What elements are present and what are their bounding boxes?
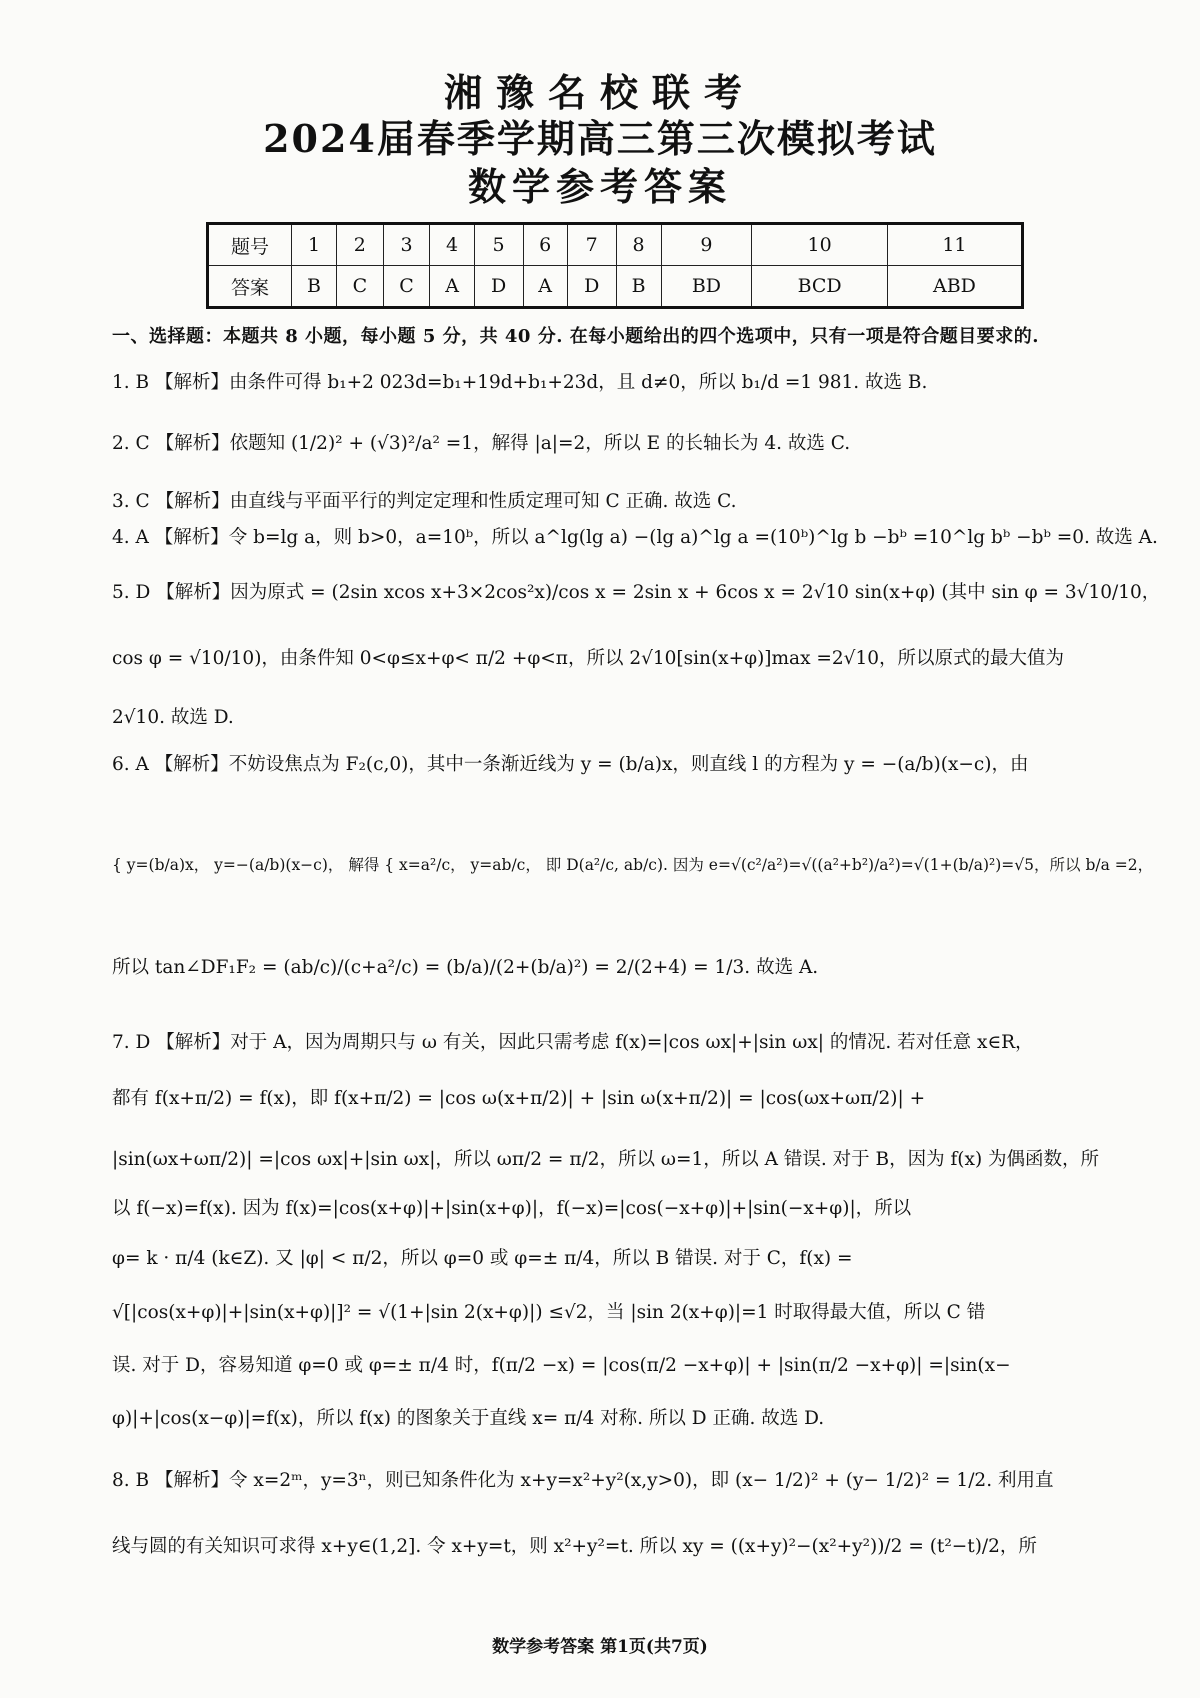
solution-7-line-5: φ= k · π/4 (k∈Z). 又 |φ| < π/2，所以 φ=0 或 φ=± π/4，所以 B 错误. 对于 C，f(x) =	[112, 1248, 853, 1269]
row-label: 答案	[208, 266, 292, 308]
solution-6-line-3: 所以 tan∠DF₁F₂ = (ab/c)/(c+a²/c) = (b/a)/(2+(b/a)²) = 2/(2+4) = 1/3. 故选 A.	[112, 957, 819, 978]
answer-cell: C	[336, 266, 383, 308]
question-number: 5	[474, 224, 523, 266]
exam-union-title: 湘豫名校联考	[443, 70, 756, 115]
solution-8-line-2: 线与圆的有关知识可求得 x+y∈(1,2]. 令 x+y=t，则 x²+y²=t. 所以 xy = ((x+y)²−(x²+y²))/2 = (t²−t)/2，所	[112, 1536, 1037, 1557]
answer-cell: A	[430, 266, 474, 308]
exam-name-title: 2024届春季学期高三第三次模拟考试	[263, 116, 937, 161]
answer-cell: A	[523, 266, 567, 308]
solution-7-line-6: √[|cos(x+φ)|+|sin(x+φ)|]² = √(1+|sin 2(x+φ)|) ≤√2，当 |sin 2(x+φ)|=1 时取得最大值，所以 C 错	[112, 1302, 986, 1323]
question-number: 3	[383, 224, 430, 266]
answer-row	[208, 266, 1023, 308]
subject-title: 数学参考答案	[467, 164, 732, 209]
solution-8-line-1: 8. B 【解析】令 x=2ᵐ，y=3ⁿ，则已知条件化为 x+y=x²+y²(x,y>0)，即 (x− 1/2)² + (y− 1/2)² = 1/2. 利用直	[112, 1470, 1054, 1491]
row-label: 题号	[208, 224, 292, 266]
answer-cell: D	[567, 266, 616, 308]
solution-7-line-4: 以 f(−x)=f(x). 因为 f(x)=|cos(x+φ)|+|sin(x+φ)|，f(−x)=|cos(−x+φ)|+|sin(−x+φ)|，所以	[112, 1198, 912, 1219]
answer-cell: C	[383, 266, 430, 308]
section-heading: 一、选择题：本题共 8 小题，每小题 5 分，共 40 分. 在每小题给出的四个选项中，只有一项是符合题目要求的.	[112, 326, 1039, 347]
solution-5-line-1: 5. D 【解析】因为原式 = (2sin xcos x+3×2cos²x)/cos x = 2sin x + 6cos x = 2√10 sin(x+φ) (其中 sin φ = 3√10/10，	[112, 582, 1161, 603]
question-number: 1	[292, 224, 337, 266]
answer-cell: D	[474, 266, 523, 308]
question-number: 11	[887, 224, 1022, 266]
solution-6-line-1: 6. A 【解析】不妨设焦点为 F₂(c,0)，其中一条渐近线为 y = (b/a)x，则直线 l 的方程为 y = −(a/b)(x−c)，由	[112, 754, 1029, 775]
question-number: 8	[616, 224, 661, 266]
solution-3: 3. C 【解析】由直线与平面平行的判定定理和性质定理可知 C 正确. 故选 C.	[112, 491, 737, 512]
solution-2: 2. C 【解析】依题知 (1/2)² + (√3)²/a² =1，解得 |a|=2，所以 E 的长轴长为 4. 故选 C.	[112, 433, 851, 454]
solution-4: 4. A 【解析】令 b=lg a，则 b>0，a=10ᵇ，所以 a^lg(lg a) −(lg a)^lg a =(10ᵇ)^lg b −bᵇ =10^lg bᵇ −bᵇ =0. 故选 A.	[112, 527, 1158, 548]
question-number: 4	[430, 224, 474, 266]
question-number: 7	[567, 224, 616, 266]
answer-table	[206, 222, 1024, 309]
answer-cell: ABD	[887, 266, 1022, 308]
solution-7-line-8: φ)|+|cos(x−φ)|=f(x)，所以 f(x) 的图象关于直线 x= π/4 对称. 所以 D 正确. 故选 D.	[112, 1408, 825, 1429]
page-footer: 数学参考答案 第1页(共7页)	[492, 1637, 708, 1657]
answer-cell: B	[292, 266, 337, 308]
question-number: 10	[752, 224, 888, 266]
question-number: 9	[661, 224, 752, 266]
solution-5-line-2: cos φ = √10/10)，由条件知 0<φ≤x+φ< π/2 +φ<π，所以 2√10[sin(x+φ)]max =2√10，所以原式的最大值为	[112, 648, 1064, 669]
solution-7-line-3: |sin(ωx+ωπ/2)| =|cos ωx|+|sin ωx|，所以 ωπ/2 = π/2，所以 ω=1，所以 A 错误. 对于 B，因为 f(x) 为偶函数，所	[112, 1149, 1100, 1170]
answer-cell: BD	[661, 266, 752, 308]
solution-7-line-1: 7. D 【解析】对于 A，因为周期只与 ω 有关，因此只需考虑 f(x)=|cos ωx|+|sin ωx| 的情况. 若对任意 x∈R，	[112, 1032, 1034, 1053]
question-number: 2	[336, 224, 383, 266]
solution-7-line-2: 都有 f(x+π/2) = f(x)，即 f(x+π/2) = |cos ω(x+π/2)| + |sin ω(x+π/2)| = |cos(ωx+ωπ/2)| +	[112, 1088, 926, 1109]
solution-7-line-7: 误. 对于 D，容易知道 φ=0 或 φ=± π/4 时，f(π/2 −x) = |cos(π/2 −x+φ)| + |sin(π/2 −x+φ)| =|sin(x−	[112, 1355, 1011, 1376]
question-number-row	[208, 224, 1023, 266]
solution-6-line-2: { y=(b/a)x， y=−(a/b)(x−c)， 解得 { x=a²/c， y=ab/c， 即 D(a²/c, ab/c). 因为 e=√(c²/a²)=√((a²+b²)/a²)=√(1+(b/a)²)=√5，所以 b/a =2，	[112, 856, 1154, 874]
solution-1: 1. B 【解析】由条件可得 b₁+2 023d=b₁+19d+b₁+23d，且 d≠0，所以 b₁/d =1 981. 故选 B.	[112, 372, 928, 393]
answer-cell: BCD	[752, 266, 888, 308]
solution-5-line-3: 2√10. 故选 D.	[112, 707, 234, 728]
question-number: 6	[523, 224, 567, 266]
answer-cell: B	[616, 266, 661, 308]
